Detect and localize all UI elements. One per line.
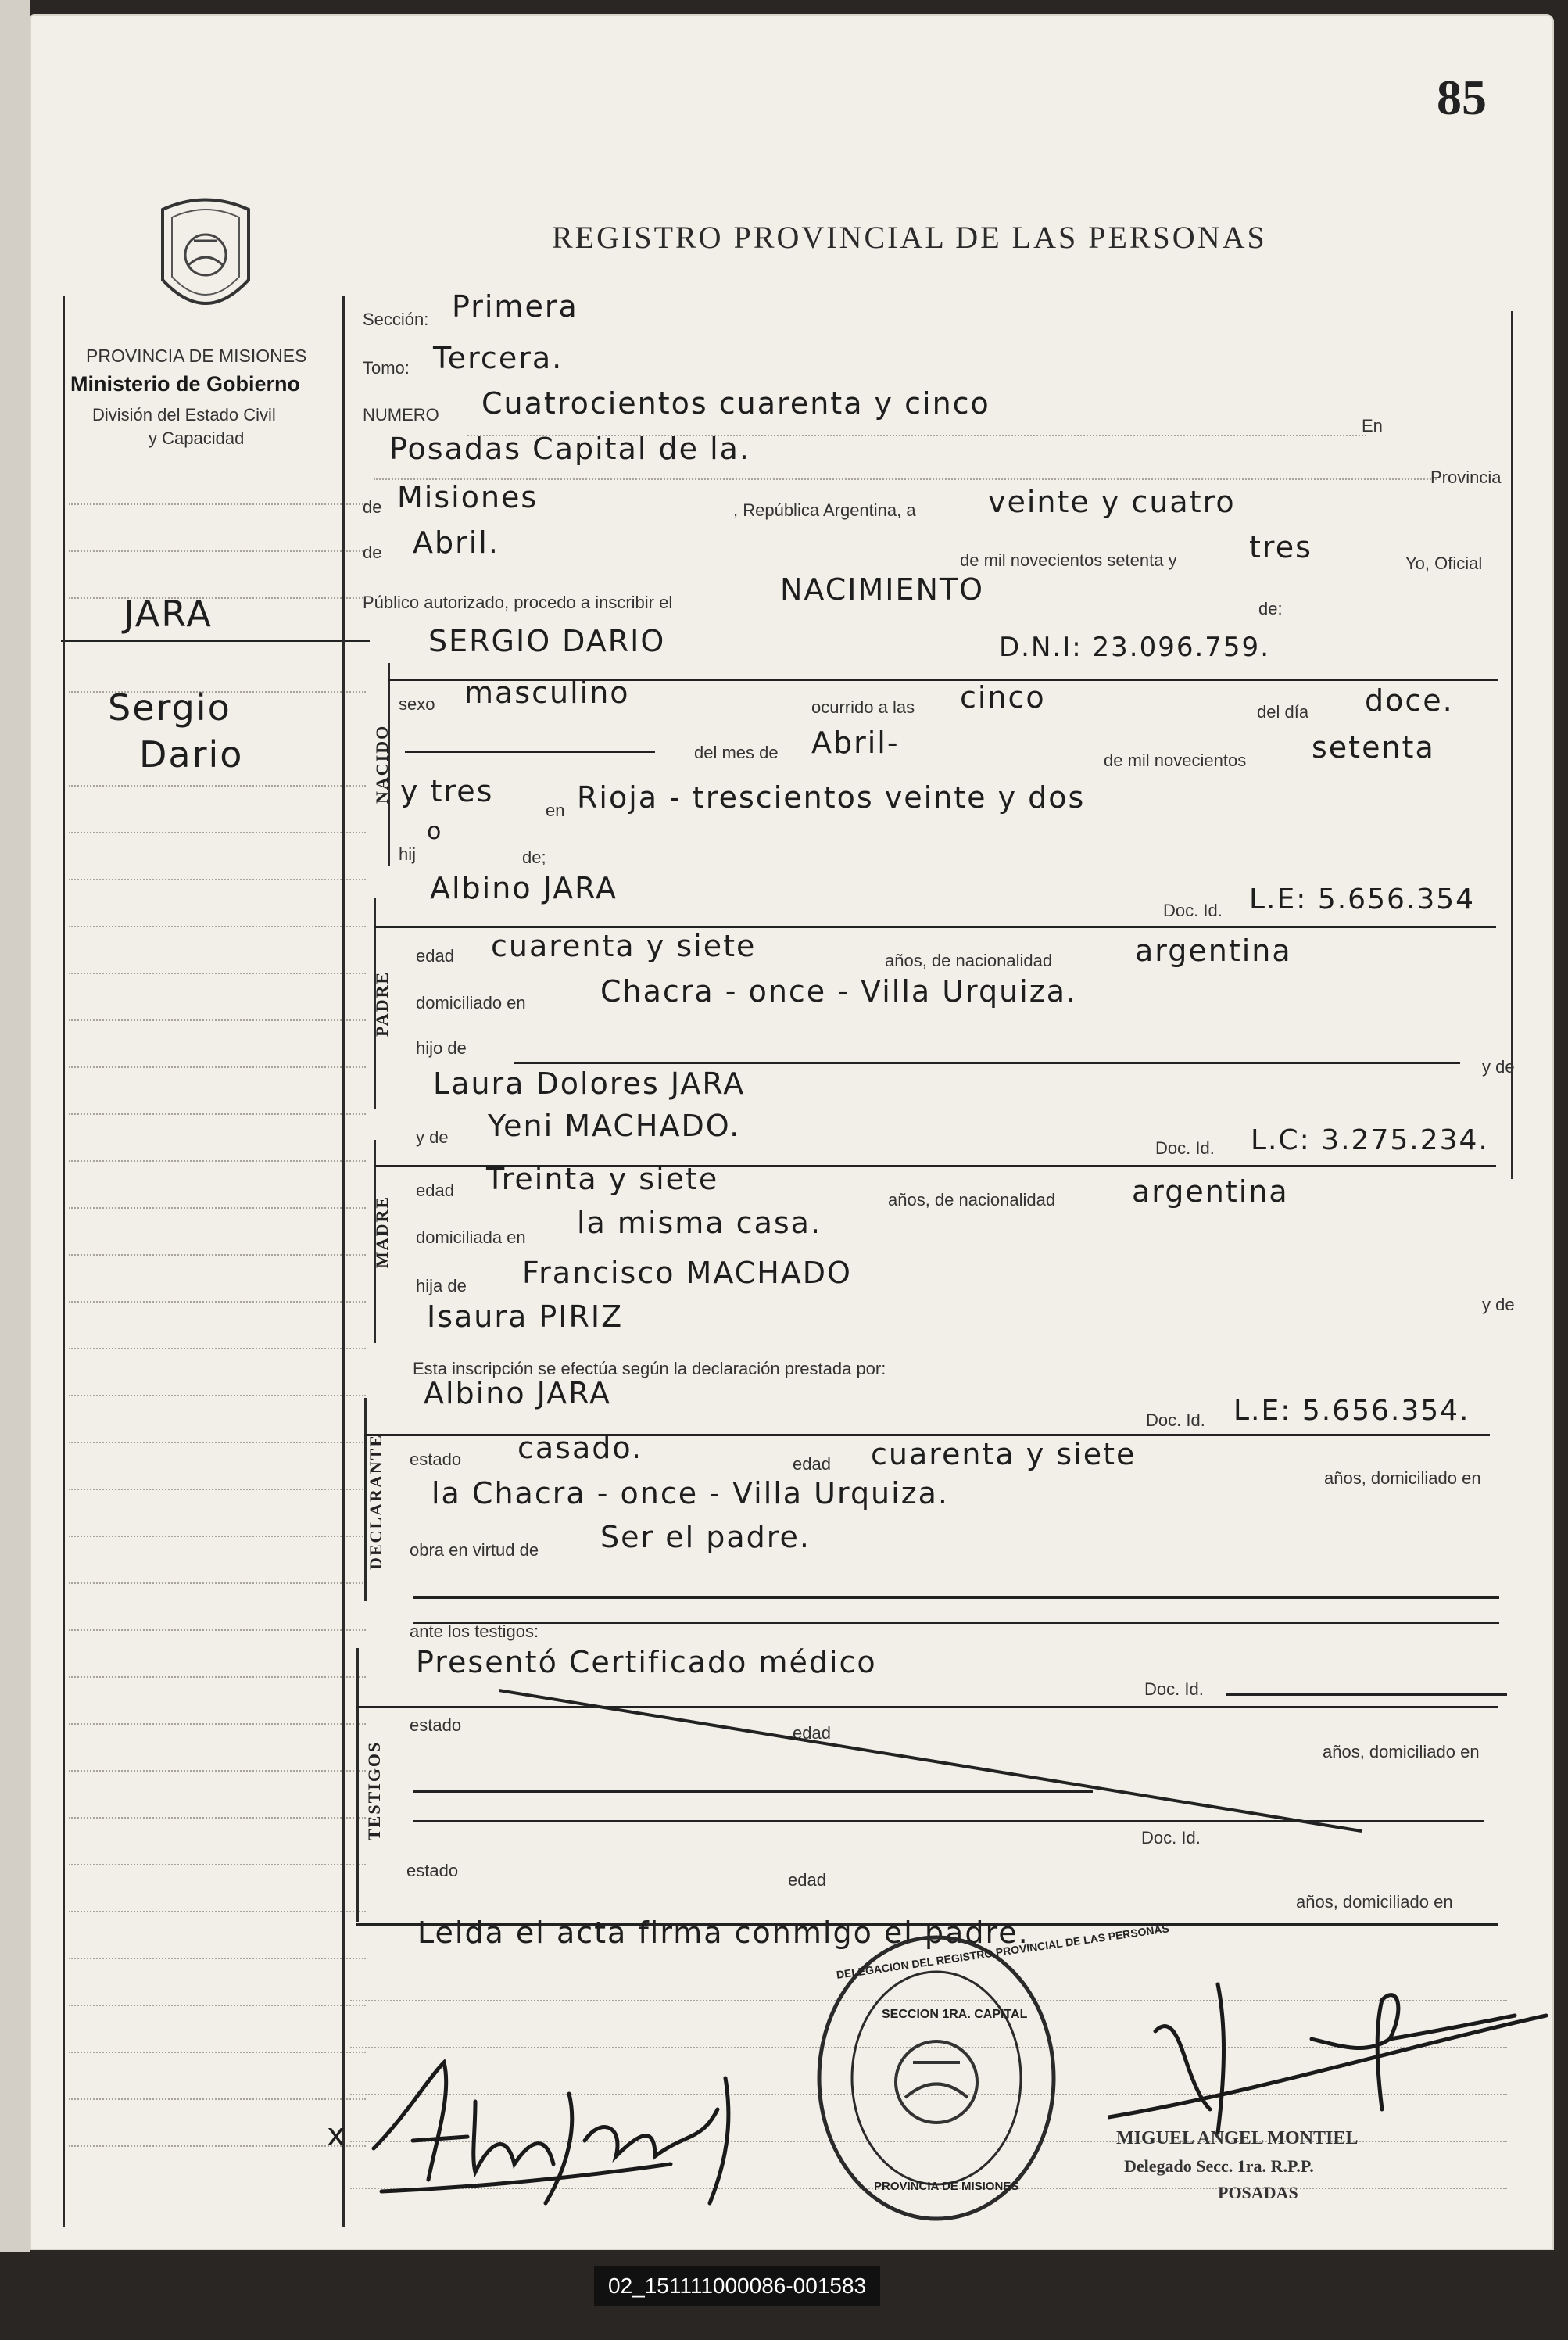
section-label-padre: PADRE	[372, 970, 392, 1037]
stamp-bottom-text: PROVINCIA DE MISIONES	[874, 2180, 1019, 2193]
tipo-acta: NACIMIENTO	[780, 572, 985, 607]
madre-nombre: Yeni MACHADO.	[488, 1109, 741, 1143]
page-heading: REGISTRO PROVINCIAL DE LAS PERSONAS	[552, 220, 1267, 255]
decl-domicilio: la Chacra - once - Villa Urquiza.	[431, 1476, 950, 1510]
official-role: Delegado Secc. 1ra. R.P.P.	[1124, 2156, 1314, 2176]
fecha-anio: tres	[1249, 530, 1312, 564]
nacido-nombre: SERGIO DARIO	[428, 624, 666, 658]
padre-nombre: Albino JARA	[430, 871, 618, 905]
de-label-1: de	[363, 497, 382, 517]
sidebar-division: División del Estado Civil	[92, 405, 276, 425]
test-domicilio-label: años, domiciliado en	[1323, 1742, 1480, 1761]
stamp-inner-text: SECCION 1RA. CAPITAL	[882, 2008, 1028, 2021]
sidebar-capacidad: y Capacidad	[149, 428, 245, 448]
sexo-value: masculino	[464, 675, 630, 710]
test-edad-label-2: edad	[788, 1870, 826, 1890]
publico-label: Público autorizado, procedo a inscribir el	[363, 593, 673, 612]
hij-label: hij	[399, 844, 417, 864]
left-border	[63, 296, 65, 2227]
madre-edad: Treinta y siete	[486, 1162, 719, 1196]
cierre-text: Leida el acta firma conmigo el padre.	[417, 1915, 1029, 1950]
section-label-madre: MADRE	[372, 1195, 392, 1268]
madre-y-de-label: y de	[416, 1127, 449, 1147]
hijo-de-label: hijo de	[416, 1038, 467, 1058]
official-name: MIGUEL ANGEL MONTIEL	[1116, 2128, 1359, 2148]
provincia-label: Provincia	[1430, 468, 1502, 487]
section-label-declarante: DECLARANTE	[366, 1433, 385, 1570]
decl-edad-label: edad	[793, 1454, 831, 1474]
de-colon: de:	[1258, 599, 1283, 618]
anio-value-2: y tres	[400, 774, 494, 808]
test-estado-label-2: estado	[406, 1861, 459, 1880]
estado-value: casado.	[517, 1431, 643, 1465]
dash-blank	[405, 751, 655, 753]
obra-rule	[413, 1596, 1499, 1599]
fecha-mes: Abril.	[413, 525, 499, 560]
madre-edad-label: edad	[416, 1181, 454, 1200]
hija-de-label: hija de	[416, 1276, 467, 1295]
footer-id: 02_151111000086-001583	[594, 2266, 880, 2306]
madre-nac-label: años, de nacionalidad	[888, 1190, 1056, 1209]
nacido-dni: D.N.I: 23.096.759.	[999, 632, 1270, 663]
stamp-outer-text: DELEGACION DEL REGISTRO PROVINCIAL DE LAS PERSONAS	[835, 1922, 1170, 1981]
hijo-de-line	[514, 1062, 1460, 1064]
section-label-nacido: NACIDO	[372, 724, 392, 804]
padre-edad: cuarenta y siete	[491, 929, 757, 963]
padre-doc: L.E: 5.656.354	[1249, 883, 1476, 916]
madre-padre: Francisco MACHADO	[522, 1256, 852, 1290]
de-label-2: de	[363, 543, 382, 562]
padre-madre: Laura Dolores JARA	[433, 1066, 746, 1101]
section-label-testigos: TESTIGOS	[364, 1740, 384, 1840]
official-city: POSADAS	[1218, 2183, 1298, 2202]
sidebar-ministry: Ministerio de Gobierno	[70, 372, 301, 396]
mes-label: del mes de	[694, 743, 779, 762]
test-estado-label: estado	[410, 1715, 462, 1735]
seccion-value: Primera	[452, 289, 578, 324]
sidebar-divider	[61, 640, 370, 642]
lugar-value: Posadas Capital de la.	[389, 432, 750, 466]
padre-edad-label: edad	[416, 946, 454, 966]
declarant-signature	[358, 2047, 780, 2223]
declarante-doc: L.E: 5.656.354.	[1233, 1395, 1470, 1427]
del-dia-label: del día	[1257, 702, 1309, 722]
hora-value: cinco	[960, 680, 1046, 715]
republica-label: , República Argentina, a	[733, 500, 916, 520]
tomo-value: Tercera.	[433, 341, 564, 375]
padre-doc-label: Doc. Id.	[1163, 901, 1223, 920]
strike-line	[499, 1687, 1374, 1847]
nac-mil-label: de mil novecientos	[1104, 751, 1247, 770]
numero-label: NUMERO	[363, 405, 439, 425]
declarante-doc-label: Doc. Id.	[1146, 1410, 1205, 1430]
numero-value: Cuatrocientos cuarenta y cinco	[481, 386, 990, 421]
testigos-intro: ante los testigos:	[410, 1622, 539, 1641]
padre-domicilio-label: domiciliado en	[416, 993, 526, 1012]
test-domicilio-label-2: años, domiciliado en	[1296, 1892, 1453, 1912]
padre-nac-label: años, de nacionalidad	[885, 951, 1053, 970]
sidebar-given-1: Sergio	[108, 686, 231, 729]
test-edad-label: edad	[793, 1723, 831, 1743]
obra-label: obra en virtud de	[410, 1540, 539, 1560]
provincia-value: Misiones	[397, 480, 539, 514]
madre-y-de-label-2: y de	[1482, 1295, 1515, 1314]
testigos-nota: Presentó Certificado médico	[416, 1645, 877, 1679]
madre-doc: L.C: 3.275.234.	[1251, 1124, 1489, 1156]
madre-doc-label: Doc. Id.	[1155, 1138, 1215, 1158]
fecha-dia: veinte y cuatro	[988, 485, 1236, 519]
madre-domicilio: la misma casa.	[577, 1206, 822, 1240]
page-number: 85	[1437, 70, 1487, 125]
hij-de-label: de;	[522, 847, 546, 867]
right-border	[1511, 311, 1513, 1179]
register-page	[30, 14, 1554, 2250]
hij-suffix: o	[427, 818, 443, 845]
anio-value: setenta	[1312, 730, 1435, 765]
province-emblem	[147, 194, 264, 331]
mes-value: Abril-	[811, 726, 900, 760]
madre-domicilio-label: domiciliada en	[416, 1227, 526, 1247]
seccion-label: Sección:	[363, 310, 429, 329]
mil-label: de mil novecientos setenta y	[960, 550, 1177, 570]
decl-domicilio-label: años, domiciliado en	[1324, 1468, 1481, 1488]
padre-nacionalidad: argentina	[1135, 933, 1292, 968]
nac-lugar: Rioja - trescientos veinte y dos	[577, 780, 1086, 815]
sidebar-surname: JARA	[124, 593, 213, 635]
testigos-doc-label: Doc. Id.	[1144, 1679, 1204, 1699]
test-doc-label-2: Doc. Id.	[1141, 1828, 1201, 1847]
ocurrido-label: ocurrido a las	[811, 697, 915, 717]
testigos-border	[356, 1648, 359, 1922]
estado-label: estado	[410, 1450, 462, 1469]
decl-bottom-rule	[413, 1622, 1499, 1624]
padre-y-de-label: y de	[1482, 1057, 1515, 1077]
oficial-label: Yo, Oficial	[1405, 554, 1483, 573]
en-label: En	[1362, 416, 1383, 435]
madre-madre: Isaura PIRIZ	[427, 1299, 624, 1334]
decl-edad: cuarenta y siete	[871, 1437, 1137, 1471]
sidebar-province: PROVINCIA DE MISIONES	[86, 346, 307, 366]
sidebar-given-2: Dario	[139, 733, 244, 776]
madre-nacionalidad: argentina	[1132, 1174, 1289, 1209]
dia-value: doce.	[1365, 683, 1454, 718]
sexo-label: sexo	[399, 694, 435, 714]
padre-rule	[374, 926, 1496, 928]
declarante-intro: Esta inscripción se efectúa según la declaración prestada por:	[413, 1359, 886, 1378]
binder-edge	[0, 0, 30, 2252]
declarante-nombre: Albino JARA	[424, 1376, 612, 1410]
tomo-label: Tomo:	[363, 358, 410, 378]
obra-value: Ser el padre.	[600, 1520, 811, 1554]
padre-domicilio: Chacra - once - Villa Urquiza.	[600, 974, 1078, 1009]
signature-mark: x	[327, 2117, 347, 2153]
nac-en-label: en	[546, 801, 565, 820]
main-border	[342, 296, 345, 2227]
